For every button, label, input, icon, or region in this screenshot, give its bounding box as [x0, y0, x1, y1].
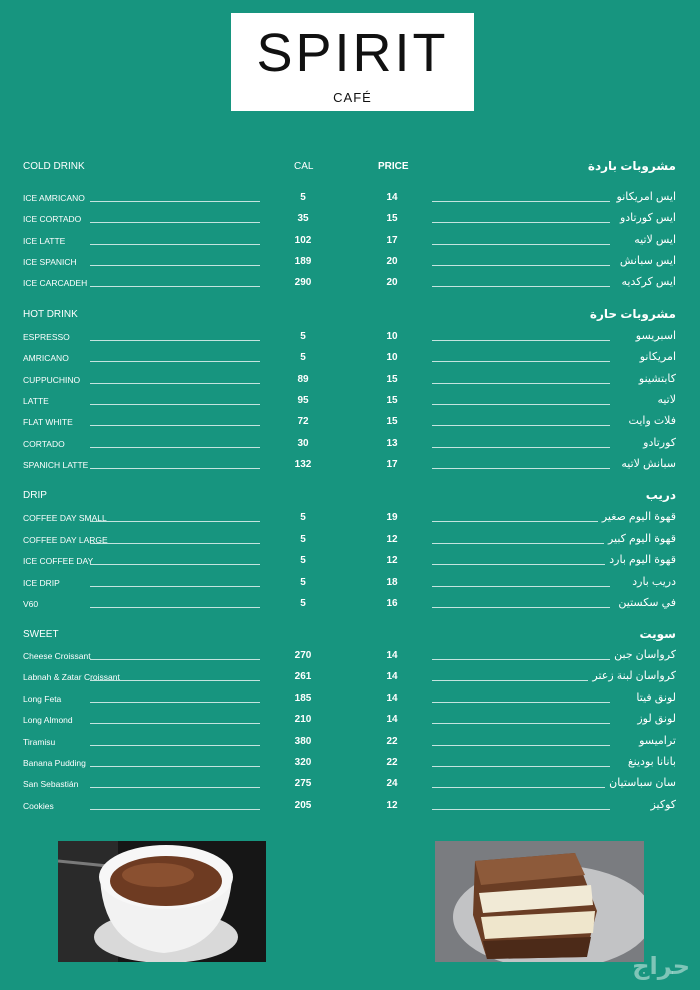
dotted-leader	[432, 543, 610, 544]
dotted-leader	[432, 244, 610, 245]
menu-item-row	[0, 534, 700, 548]
item-name-ar: لاتيه	[653, 394, 676, 407]
item-name-en: ICE DRIP	[23, 578, 60, 588]
dotted-leader	[90, 244, 260, 245]
dotted-leader	[432, 809, 610, 810]
item-calories: 5	[300, 577, 306, 588]
menu-item-row	[0, 438, 700, 452]
tiramisu-photo	[435, 841, 644, 962]
dotted-leader	[432, 702, 610, 703]
dotted-leader	[90, 766, 260, 767]
item-calories: 185	[294, 693, 312, 704]
dotted-leader	[90, 787, 260, 788]
dotted-leader	[432, 340, 610, 341]
coffee-cup-photo	[58, 841, 266, 962]
menu-item-row	[0, 598, 700, 612]
dotted-leader	[90, 468, 260, 469]
item-calories: 380	[294, 736, 312, 747]
menu-item-row	[0, 757, 700, 771]
item-price: 15	[386, 374, 398, 385]
dotted-leader	[432, 787, 610, 788]
dotted-leader	[90, 404, 260, 405]
dotted-leader	[432, 766, 610, 767]
item-name-ar: سان سباستيان	[605, 777, 676, 790]
item-name-en: LATTE	[23, 396, 49, 406]
dotted-leader	[432, 564, 610, 565]
item-price: 14	[386, 671, 398, 682]
dotted-leader	[90, 361, 260, 362]
item-name-ar: كورتادو	[639, 437, 676, 450]
menu-item-row	[0, 650, 700, 664]
item-name-en: Cheese Croissant	[23, 651, 91, 661]
menu-item-row	[0, 714, 700, 728]
item-price: 10	[386, 331, 398, 342]
item-name-en: ICE LATTE	[23, 236, 66, 246]
item-price: 17	[386, 459, 398, 470]
dotted-leader	[90, 447, 260, 448]
menu-item-row	[0, 213, 700, 227]
section-title-sweet-ar: سويت	[639, 627, 676, 641]
item-calories: 261	[294, 671, 312, 682]
dotted-leader	[90, 723, 260, 724]
dotted-leader	[90, 745, 260, 746]
item-price: 20	[386, 256, 398, 267]
item-price: 14	[386, 650, 398, 661]
dotted-leader	[90, 265, 260, 266]
section-title-cold-ar: مشروبات باردة	[587, 159, 676, 173]
dotted-leader	[90, 680, 260, 681]
dotted-leader	[432, 425, 610, 426]
dotted-leader	[432, 659, 610, 660]
item-price: 24	[386, 778, 398, 789]
menu-item-row	[0, 331, 700, 345]
item-name-en: ICE AMRICANO	[23, 193, 85, 203]
menu-item-row	[0, 192, 700, 206]
item-calories: 210	[294, 714, 312, 725]
logo-subtitle: CAFÉ	[333, 90, 372, 105]
item-name-ar: كرواسان جبن	[610, 649, 676, 662]
item-name-en: ICE CARCADEH	[23, 278, 88, 288]
menu-item-row	[0, 277, 700, 291]
item-calories: 189	[294, 256, 312, 267]
item-calories: 102	[294, 235, 312, 246]
item-name-en: Banana Pudding	[23, 758, 86, 768]
item-name-ar: كوكيز	[646, 799, 676, 812]
item-price: 15	[386, 395, 398, 406]
menu-item-row	[0, 577, 700, 591]
dotted-leader	[90, 222, 260, 223]
item-calories: 275	[294, 778, 312, 789]
coffee-cup-image	[58, 841, 266, 962]
dotted-leader	[90, 201, 260, 202]
item-name-ar: في سكستين	[614, 597, 676, 610]
menu-item-row	[0, 693, 700, 707]
dotted-leader	[432, 361, 610, 362]
item-price: 10	[386, 352, 398, 363]
dotted-leader	[432, 680, 610, 681]
section-title-hot-ar: مشروبات حارة	[589, 307, 676, 321]
dotted-leader	[432, 521, 610, 522]
dotted-leader	[432, 745, 610, 746]
item-calories: 205	[294, 800, 312, 811]
item-name-en: COFFEE DAY LARGE	[23, 535, 108, 545]
section-title-sweet-en: SWEET	[23, 629, 59, 640]
item-price: 22	[386, 736, 398, 747]
item-price: 18	[386, 577, 398, 588]
column-header-cal: CAL	[294, 161, 314, 172]
menu-item-row	[0, 778, 700, 792]
dotted-leader	[432, 723, 610, 724]
item-price: 15	[386, 416, 398, 427]
item-name-en: ICE SPANICH	[23, 257, 77, 267]
menu-item-row	[0, 459, 700, 473]
item-name-ar: فلات وايت	[625, 415, 676, 428]
item-name-en: AMRICANO	[23, 353, 69, 363]
item-calories: 5	[300, 331, 306, 342]
item-calories: 5	[300, 192, 306, 203]
item-name-ar: قهوة اليوم كبير	[604, 533, 676, 546]
item-price: 12	[386, 534, 398, 545]
item-name-ar: ايس سبانش	[616, 255, 676, 268]
item-name-en: San Sebastián	[23, 779, 79, 789]
dotted-leader	[432, 383, 610, 384]
dotted-leader	[90, 607, 260, 608]
item-name-ar: سبانش لاتيه	[617, 458, 676, 471]
item-name-en: V60	[23, 599, 39, 609]
item-price: 19	[386, 512, 398, 523]
item-name-en: Long Feta	[23, 694, 62, 704]
menu-item-row	[0, 374, 700, 388]
item-name-en: Tiramisu	[23, 737, 56, 747]
item-name-en: CUPPUCHINO	[23, 375, 81, 385]
item-calories: 132	[294, 459, 312, 470]
logo-box	[231, 13, 474, 111]
dotted-leader	[90, 521, 260, 522]
item-price: 20	[386, 277, 398, 288]
dotted-leader	[90, 383, 260, 384]
watermark-text: حراج	[632, 953, 690, 980]
item-calories: 89	[297, 374, 309, 385]
item-name-en: SPANICH LATTE	[23, 460, 89, 470]
menu-item-row	[0, 416, 700, 430]
dotted-leader	[432, 607, 610, 608]
menu-item-row	[0, 800, 700, 814]
item-calories: 270	[294, 650, 312, 661]
item-name-ar: ترامیسو	[635, 735, 676, 748]
dotted-leader	[90, 702, 260, 703]
item-price: 15	[386, 213, 398, 224]
item-price: 14	[386, 192, 398, 203]
dotted-leader	[90, 286, 260, 287]
item-price: 13	[386, 438, 398, 449]
section-title-drip-en: DRIP	[23, 490, 47, 501]
item-name-ar: كرواسان لبنة زعتر	[588, 670, 676, 683]
item-name-ar: بانانا بودينغ	[624, 756, 676, 769]
menu-item-row	[0, 736, 700, 750]
dotted-leader	[432, 286, 610, 287]
item-price: 22	[386, 757, 398, 768]
item-name-ar: امريكانو	[636, 351, 676, 364]
menu-item-row	[0, 671, 700, 685]
item-name-ar: ايس لاتيه	[630, 234, 676, 247]
dotted-leader	[432, 222, 610, 223]
dotted-leader	[432, 586, 610, 587]
dotted-leader	[90, 564, 260, 565]
item-name-ar: كابتشينو	[635, 373, 676, 386]
dotted-leader	[432, 468, 610, 469]
item-calories: 5	[300, 555, 306, 566]
dotted-leader	[90, 659, 260, 660]
item-name-en: FLAT WHITE	[23, 417, 73, 427]
menu-item-row	[0, 352, 700, 366]
menu-item-row	[0, 395, 700, 409]
item-name-ar: اسبريسو	[632, 330, 676, 343]
item-calories: 5	[300, 352, 306, 363]
item-name-ar: دريب بارد	[628, 576, 676, 589]
item-calories: 5	[300, 534, 306, 545]
item-price: 12	[386, 800, 398, 811]
item-name-ar: ايس كركديه	[618, 276, 676, 289]
item-calories: 320	[294, 757, 312, 768]
dotted-leader	[432, 265, 610, 266]
item-name-ar: قهوة اليوم بارد	[605, 554, 676, 567]
item-name-ar: قهوة اليوم صغير	[598, 511, 676, 524]
dotted-leader	[90, 340, 260, 341]
item-calories: 95	[297, 395, 309, 406]
item-price: 14	[386, 693, 398, 704]
dotted-leader	[432, 404, 610, 405]
item-name-en: Labnah & Zatar Croissant	[23, 672, 120, 682]
section-title-drip-ar: دريب	[645, 488, 676, 502]
item-name-en: COFFEE DAY SMALL	[23, 513, 107, 523]
dotted-leader	[432, 447, 610, 448]
dotted-leader	[90, 543, 260, 544]
item-price: 16	[386, 598, 398, 609]
item-price: 12	[386, 555, 398, 566]
item-calories: 5	[300, 598, 306, 609]
tiramisu-image	[435, 841, 644, 962]
item-name-en: Cookies	[23, 801, 54, 811]
section-title-cold-en: COLD DRINK	[23, 161, 85, 172]
column-header-price: PRICE	[378, 161, 409, 172]
item-calories: 35	[297, 213, 309, 224]
item-price: 17	[386, 235, 398, 246]
item-name-ar: ايس امريكانو	[613, 191, 676, 204]
menu-item-row	[0, 256, 700, 270]
item-calories: 72	[297, 416, 309, 427]
section-title-hot-en: HOT DRINK	[23, 309, 78, 320]
item-name-ar: لونق فيتا	[632, 692, 676, 705]
menu-item-row	[0, 235, 700, 249]
dotted-leader	[90, 425, 260, 426]
item-name-en: ICE COFFEE DAY	[23, 556, 94, 566]
item-price: 14	[386, 714, 398, 725]
menu-item-row	[0, 512, 700, 526]
item-name-en: ESPRESSO	[23, 332, 70, 342]
item-name-en: CORTADO	[23, 439, 65, 449]
item-calories: 30	[297, 438, 309, 449]
item-name-ar: لونق لوز	[633, 713, 676, 726]
item-name-en: Long Almond	[23, 715, 73, 725]
dotted-leader	[90, 809, 260, 810]
item-name-en: ICE CORTADO	[23, 214, 82, 224]
item-calories: 290	[294, 277, 312, 288]
item-name-ar: ايس كورتادو	[616, 212, 676, 225]
menu-item-row	[0, 555, 700, 569]
dotted-leader	[90, 586, 260, 587]
dotted-leader	[432, 201, 610, 202]
item-calories: 5	[300, 512, 306, 523]
logo-title: SPIRIT	[256, 23, 449, 83]
